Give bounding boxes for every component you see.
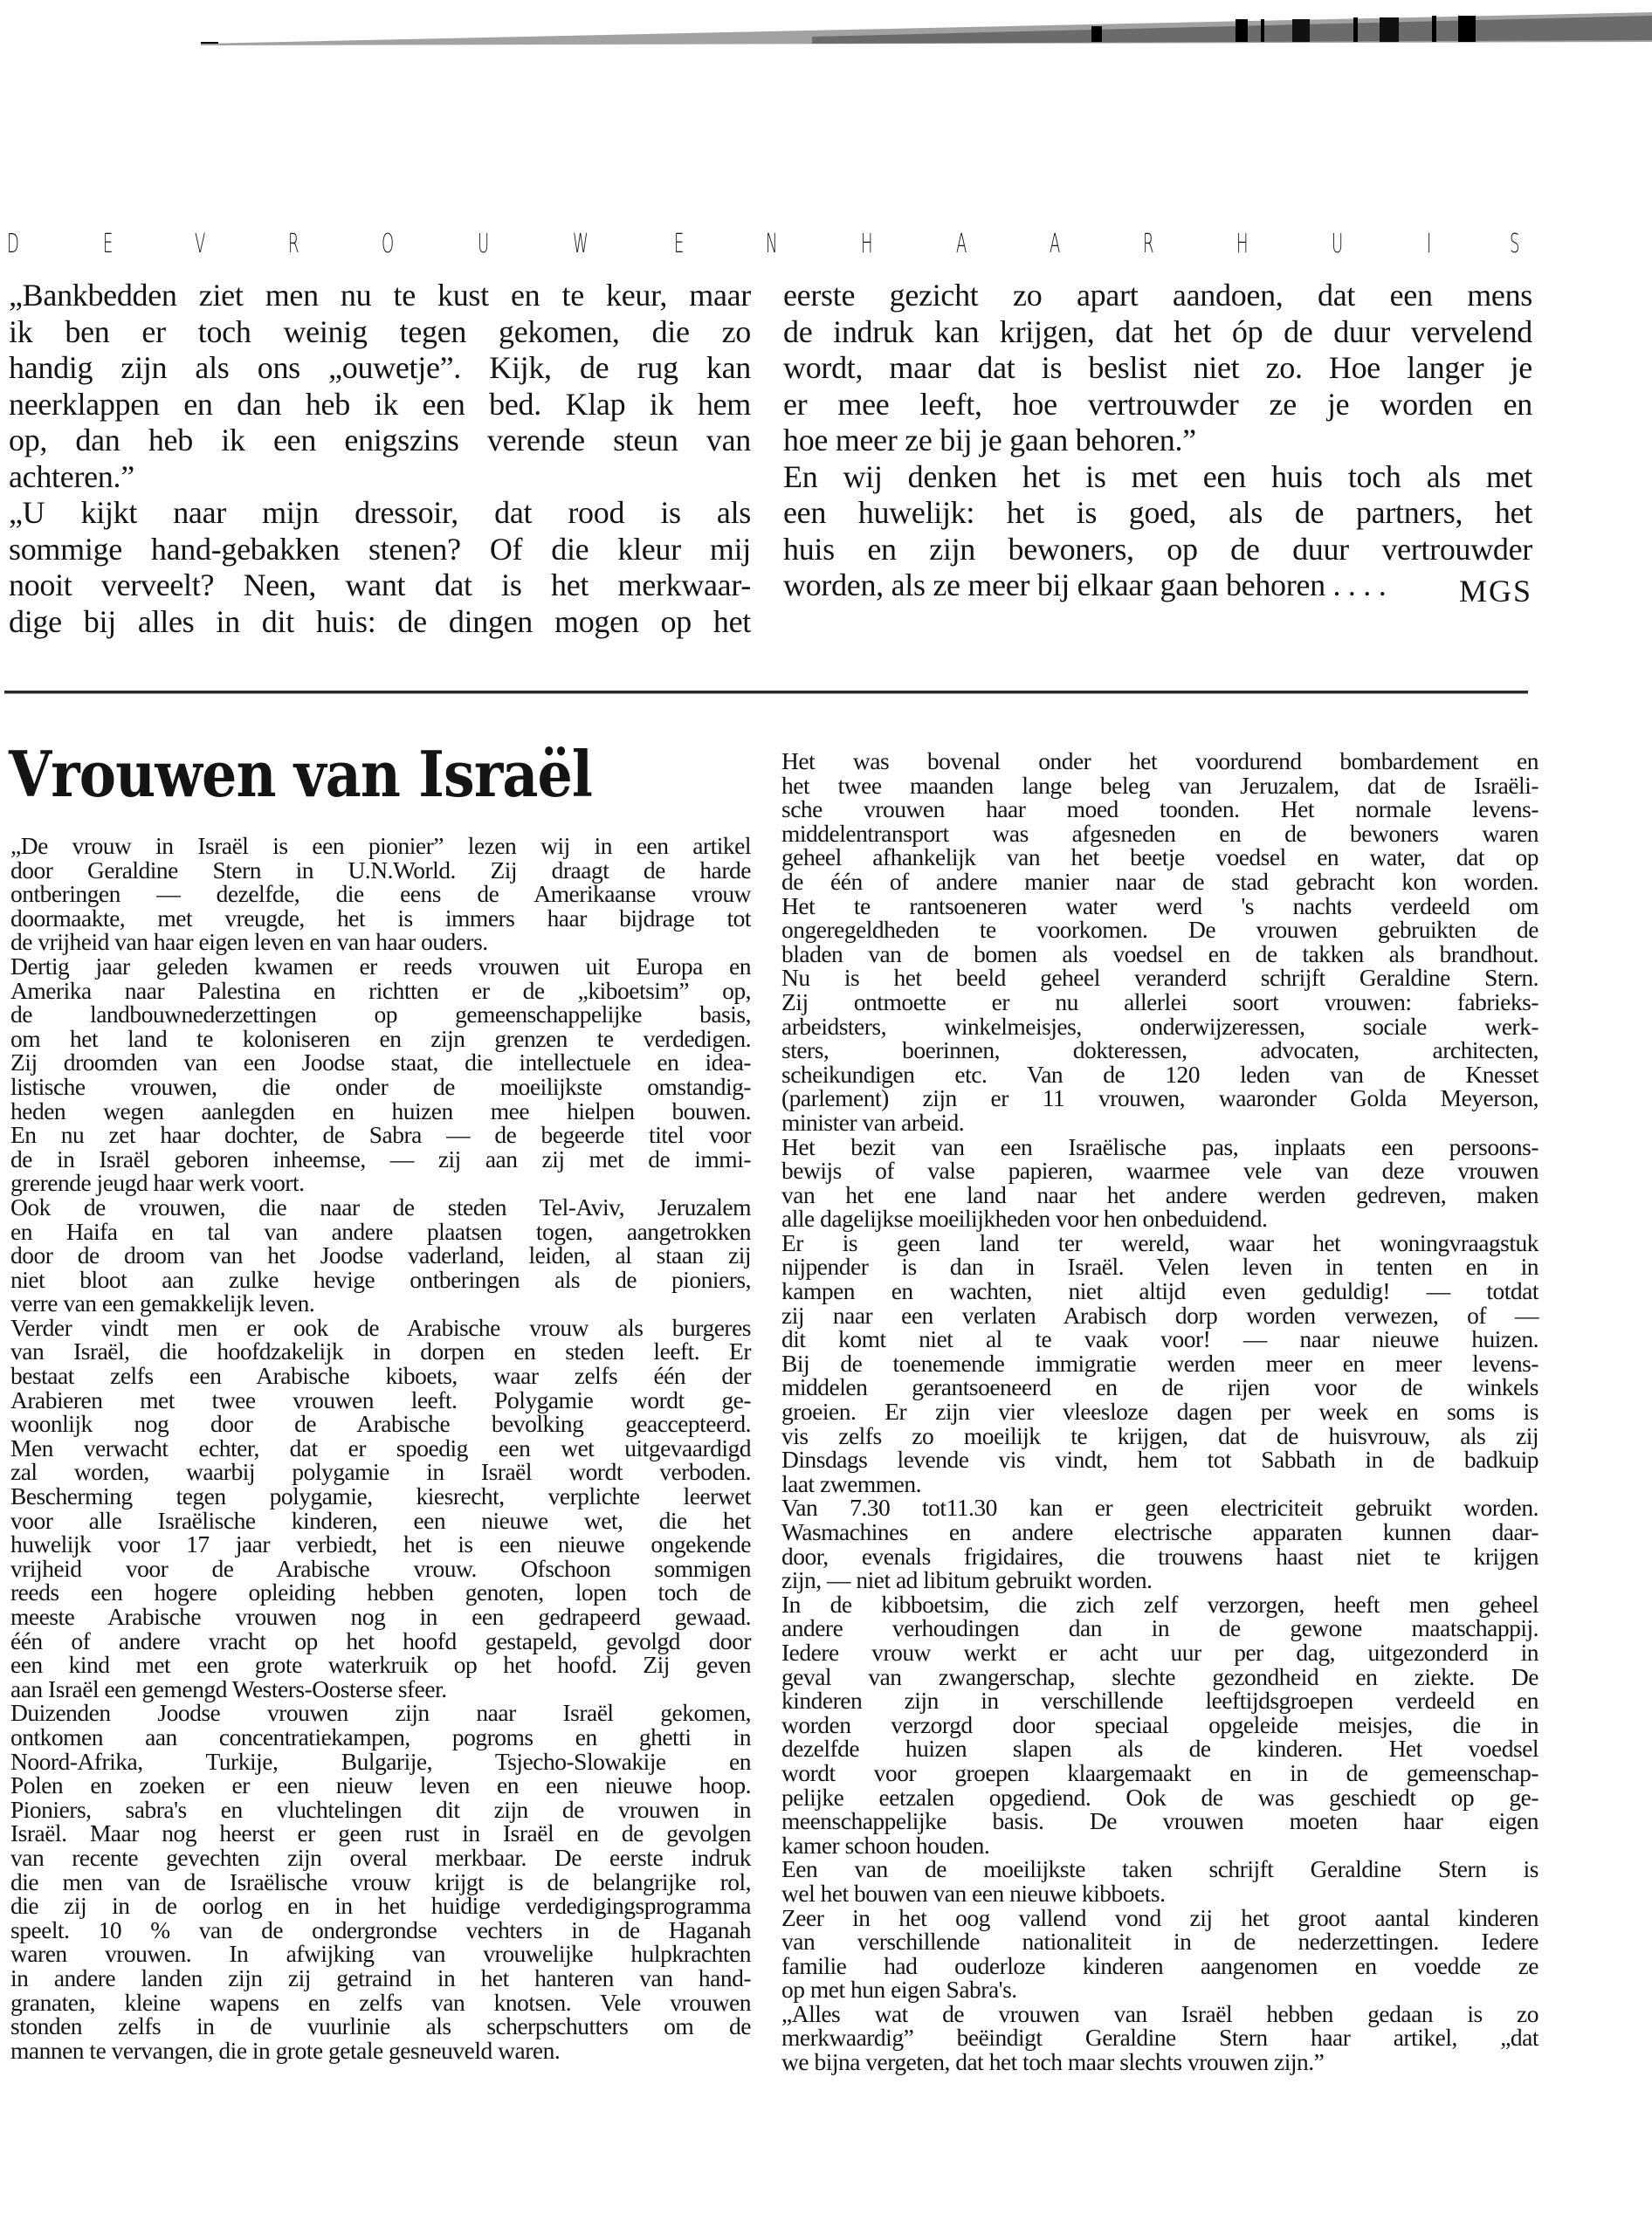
- article-title: Vrouwen van Israël: [9, 737, 593, 811]
- text-line: Amerika naar Palestina en richtten er de „kiboetsim” op,: [10, 976, 751, 1004]
- text-line: Zeer in het oog vallend vond zij het groot aantal kinderen: [781, 1903, 1538, 1931]
- text-line: middelentransport was afgesneden en de bewoners waren: [781, 819, 1538, 847]
- text-line: dezelfde huizen slapen als de kinderen. Het voedsel: [781, 1735, 1538, 1763]
- text-line: In de kibboetsim, die zich zelf verzorgen, heeft men geheel: [781, 1590, 1538, 1618]
- text-line: grerende jeugd haar werk voort.: [10, 1169, 305, 1197]
- text-line: een kind met een grote waterkruik op het hoofd. Zij geven: [10, 1651, 751, 1679]
- section-header-letter: E: [673, 229, 685, 259]
- text-line: Men verwacht echter, dat er spoedig een wet uitgevaardigd: [10, 1434, 751, 1461]
- text-line: En wij denken het is met een huis toch als met: [783, 458, 1532, 494]
- text-line: Pioniers, sabra's en vluchtelingen dit zijn de vrouwen in: [10, 1795, 751, 1823]
- text-line: de één of andere manier naar de stad gebracht kon worden.: [781, 867, 1538, 895]
- text-line: Verder vindt men er ook de Arabische vrouw als burgeres: [10, 1313, 751, 1341]
- text-line: alle dagelijkse moeilijkheden voor hen onbeduidend.: [781, 1205, 1268, 1233]
- text-line: wel het bouwen van een nieuwe kibboets.: [781, 1879, 1166, 1907]
- text-line: sche vrouwen haar moed toonden. Het normale levens-: [781, 795, 1538, 823]
- text-line: neerklappen en dan heb ik een bed. Klap ik hem: [9, 386, 751, 422]
- text-line: (parlement) zijn er 11 vrouwen, waaronder Golda Meyerson,: [781, 1084, 1538, 1112]
- text-line: laat zwemmen.: [781, 1469, 921, 1497]
- text-line: verre van een gemakkelijk leven.: [10, 1289, 315, 1317]
- text-line: zijn, — niet ad libitum gebruikt worden.: [781, 1566, 1153, 1594]
- text-line: speelt. 10 % van de ondergrondse vechters in de Haganah: [10, 1915, 751, 1943]
- text-line: Bescherming tegen polygamie, kiesrecht, verplichte leerwet: [10, 1482, 751, 1510]
- top-article-right-column: [783, 278, 1532, 604]
- text-line: van Israël, die hoofdzakelijk in dorpen en steden leeft. Er: [10, 1338, 751, 1365]
- section-header-letter: S: [1509, 229, 1520, 259]
- text-line: wordt, maar dat is beslist niet zo. Hoe langer je: [783, 350, 1532, 385]
- text-line: worden, als ze meer bij elkaar gaan behoren . . . .: [783, 567, 1387, 602]
- text-line: „Alles wat de vrouwen van Israël hebben gedaan is zo: [781, 1999, 1538, 2027]
- text-line: vrijheid voor de Arabische vrouw. Ofschoon sommigen: [10, 1554, 751, 1582]
- text-line: in andere landen zijn zij getraind in het hanteren van hand-: [10, 1963, 751, 1991]
- text-line: die men van de Israëlische vrouw krijgt is de belangrijke rol,: [10, 1867, 751, 1895]
- author-signature: MGS: [1458, 574, 1532, 609]
- text-line: van verschillende nationaliteit in de nederzettingen. Iedere: [781, 1928, 1538, 1956]
- text-line: worden verzorgd door speciaal opgeleide meisjes, die in: [781, 1710, 1538, 1738]
- text-line: voor alle Israëlische kinderen, een nieuwe wet, die het: [10, 1506, 751, 1534]
- text-line: handig zijn als ons „ouwetje”. Kijk, de rug kan: [9, 350, 751, 385]
- text-line: achteren.”: [9, 458, 134, 494]
- text-line: waren vrouwen. In afwijking van vrouwelijke hulpkrachten: [10, 1940, 751, 1968]
- text-line: Israël. Maar nog heerst er geen rust in Israël en de gevolgen: [10, 1819, 751, 1847]
- text-line: ontkomen aan concentratiekampen, pogroms en ghetti in: [10, 1723, 751, 1750]
- text-line: reeds een hogere opleiding hebben genoten, lopen toch de: [10, 1578, 751, 1606]
- section-header-letter: D: [7, 229, 19, 259]
- section-header-letter: H: [860, 229, 873, 259]
- text-line: Zij droomden van een Joodse staat, die intellectuele en idea-: [10, 1049, 751, 1076]
- text-line: Ook de vrouwen, die naar de steden Tel-Aviv, Jeruzalem: [10, 1193, 751, 1221]
- text-line: van het ene land naar het andere werden gedreven, maken: [781, 1180, 1538, 1208]
- section-header-letter: R: [287, 229, 299, 259]
- section-header-letter: N: [766, 229, 778, 259]
- section-header: [7, 229, 1526, 259]
- section-header-letter: U: [1332, 229, 1344, 259]
- section-header-letter: A: [955, 229, 967, 259]
- text-line: Het bezit van een Israëlische pas, inplaats een persoons-: [781, 1132, 1538, 1160]
- text-line: „Bankbedden ziet men nu te kust en te keur, maar: [9, 278, 751, 313]
- text-line: Polen en zoeken er een nieuw leven en een nieuwe hoop.: [10, 1771, 751, 1799]
- text-line: bewijs of valse papieren, waarmee vele van deze vrouwen: [781, 1157, 1538, 1185]
- text-line: dit komt niet al te vaak voor! — naar nieuwe huizen.: [781, 1325, 1538, 1353]
- article-right-column: [781, 749, 1538, 2074]
- text-line: middelen gerantsoeneerd en de rijen voor de winkels: [781, 1373, 1538, 1401]
- text-line: Arabieren met twee vrouwen leeft. Polygamie wordt ge-: [10, 1386, 751, 1413]
- section-header-letter: V: [194, 229, 206, 259]
- text-line: de vrijheid van haar eigen leven en van haar ouders.: [10, 928, 488, 956]
- text-line: een huwelijk: het is goed, als de partners, het: [783, 495, 1532, 530]
- text-line: Dinsdags levende vis vindt, hem tot Sabbath in de badkuip: [781, 1446, 1538, 1474]
- text-line: listische vrouwen, die onder de moeilijkste omstandig-: [10, 1072, 751, 1100]
- text-line: Er is geen land ter wereld, waar het woningvraagstuk: [781, 1228, 1538, 1256]
- text-line: vis zelfs zo moeilijk te krijgen, dat de huisvrouw, als zij: [781, 1421, 1538, 1449]
- text-line: bladen van de bomen als voedsel en de takken als brandhout.: [781, 939, 1538, 967]
- top-article-left-column: [9, 278, 751, 640]
- text-line: door Geraldine Stern in U.N.World. Zij draagt de harde: [10, 856, 751, 884]
- text-line: op met hun eigen Sabra's.: [781, 1976, 1017, 2004]
- text-line: hoe meer ze bij je gaan behoren.”: [783, 423, 1196, 457]
- text-line: huis en zijn bewoners, op de duur vertrouwder: [783, 531, 1532, 567]
- text-line: kampen en wachten, niet altijd even geduldig! — totdat: [781, 1277, 1538, 1305]
- text-line: die zij in de oorlog en in het huidige verdedigingsprogramma: [10, 1892, 751, 1920]
- section-header-letter: R: [1142, 229, 1154, 259]
- text-line: wordt voor groepen klaargemaakt en in de gemeenschap-: [781, 1758, 1538, 1786]
- text-line: familie had ouderloze kinderen aangenomen en voedde ze: [781, 1951, 1538, 1979]
- text-line: van recente gevechten zijn overal merkbaar. De eerste indruk: [10, 1843, 751, 1871]
- text-line: doormaakte, met vreugde, het is immers haar bijdrage tot: [10, 904, 751, 932]
- text-line: stonden zelfs in de vuurlinie als scherpschutters om de: [10, 2012, 751, 2040]
- text-line: kinderen zijn in verschillende leeftijdsgroepen verdeeld en: [781, 1687, 1538, 1715]
- section-divider: [4, 691, 1528, 693]
- text-line: merkwaardig” beëindigt Geraldine Stern haar artikel, „dat: [781, 2024, 1538, 2052]
- text-line: aan Israël een gemengd Westers-Oosterse sfeer.: [10, 1675, 447, 1702]
- text-line: zal worden, waarbij polygamie in Israël wordt verboden.: [10, 1458, 751, 1486]
- text-line: Het te rantsoeneren water werd 's nachts verdeeld om: [781, 891, 1538, 919]
- scan-artifact-bar: [201, 10, 1652, 45]
- section-header-letter: A: [1049, 229, 1061, 259]
- text-line: Zij ontmoette er nu allerlei soort vrouwen: fabrieks-: [781, 987, 1538, 1015]
- section-header-letter: O: [382, 229, 395, 259]
- text-line: meenschappelijke basis. De vrouwen moeten haar eigen: [781, 1807, 1538, 1835]
- text-line: Een van de moeilijkste taken schrijft Geraldine Stern is: [781, 1855, 1538, 1883]
- text-line: pelijke eetzalen opgediend. Ook de was geschiedt op ge-: [781, 1783, 1538, 1811]
- text-line: ik ben er toch weinig tegen gekomen, die zo: [9, 313, 751, 349]
- text-line: ontberingen — dezelfde, die eens de Amerikaanse vrouw: [10, 880, 751, 908]
- text-line: Wasmachines en andere electrische apparaten kunnen daar-: [781, 1518, 1538, 1545]
- section-header-letter: H: [1236, 229, 1249, 259]
- text-line: door de droom van het Joodse vaderland, leiden, al staan zij: [10, 1241, 751, 1269]
- text-line: de indruk kan krijgen, dat het óp de duur vervelend: [783, 313, 1532, 349]
- text-line: woonlijk nog door de Arabische bevolking geaccepteerd.: [10, 1410, 751, 1438]
- text-line: minister van arbeid.: [781, 1108, 965, 1136]
- text-line: nooit verveelt? Neen, want dat is het merkwaar-: [9, 567, 751, 602]
- text-line: sommige hand-gebakken stenen? Of die kleur mij: [9, 531, 751, 567]
- text-line: Noord-Afrika, Turkije, Bulgarije, Tsjecho-Slowakije en: [10, 1747, 751, 1775]
- text-line: En nu zet haar dochter, de Sabra — de begeerde titel voor: [10, 1121, 751, 1149]
- text-line: geval van zwangerschap, slechte gezondheid en ziekte. De: [781, 1662, 1538, 1690]
- text-line: geheel afhankelijk van het beetje voedsel en water, dat op: [781, 843, 1538, 871]
- text-line: nijpender is dan in Israël. Velen leven in tenten en in: [781, 1253, 1538, 1281]
- text-line: zij naar een verlaten Arabisch dorp worden verwezen, of —: [781, 1301, 1538, 1329]
- text-line: Iedere vrouw werkt er acht uur per dag, uitgezonderd in: [781, 1638, 1538, 1666]
- section-header-letter: I: [1426, 229, 1431, 259]
- section-header-letter: W: [572, 229, 589, 259]
- text-line: de landbouwnederzettingen op gemeenschappelijke basis,: [10, 1001, 751, 1028]
- text-line: groeien. Er zijn vier vleesloze dagen per week en soms is: [781, 1398, 1538, 1426]
- text-line: „U kijkt naar mijn dressoir, dat rood is als: [9, 495, 751, 530]
- text-line: er mee leeft, hoe vertrouwder ze je worden en: [783, 386, 1532, 422]
- text-line: Dertig jaar geleden kwamen er reeds vrouwen uit Europa en: [10, 952, 751, 980]
- section-header-letter: E: [102, 229, 113, 259]
- text-line: dige bij alles in dit huis: de dingen mogen op het: [9, 603, 751, 639]
- text-line: arbeidsters, winkelmeisjes, onderwijzeressen, sociale werk-: [781, 1012, 1538, 1040]
- text-line: heden wegen aanlegden en huizen mee hielpen bouwen.: [10, 1097, 751, 1124]
- text-line: om het land te koloniseren en zijn grenzen te verdedigen.: [10, 1024, 751, 1052]
- text-line: op, dan heb ik een enigszins verende steun van: [9, 423, 751, 457]
- text-line: niet bloot aan zulke hevige ontberingen als de pioniers,: [10, 1265, 751, 1293]
- text-line: sters, boerinnen, dokteressen, advocaten, architecten,: [781, 1036, 1538, 1064]
- text-line: en Haifa en tal van andere plaatsen togen, aangetrokken: [10, 1217, 751, 1245]
- text-line: Het was bovenal onder het voordurend bombardement en: [781, 747, 1538, 774]
- text-line: bestaat zelfs een Arabische kiboets, waar zelfs één der: [10, 1362, 751, 1390]
- text-line: we bijna vergeten, dat het toch maar slechts vrouwen zijn.”: [781, 2048, 1325, 2076]
- text-line: „De vrouw in Israël is een pionier” lezen wij in een artikel: [10, 832, 751, 859]
- text-line: Nu is het beeld geheel veranderd schrijft Geraldine Stern.: [781, 964, 1538, 992]
- text-line: het twee maanden lange beleg van Jeruzalem, dat de Israëli-: [781, 771, 1538, 799]
- text-line: mannen te vervangen, die in grote getale gesneuveld waren.: [10, 2036, 561, 2064]
- text-line: kamer schoon houden.: [781, 1831, 990, 1859]
- text-line: Duizenden Joodse vrouwen zijn naar Israël gekomen,: [10, 1699, 751, 1727]
- text-line: één of andere vracht op het hoofd gestapeld, gevolgd door: [10, 1626, 751, 1654]
- text-line: Van 7.30 tot11.30 kan er geen electriciteit gebruikt worden.: [781, 1494, 1538, 1522]
- text-line: ongeregeldheden te voorkomen. De vrouwen gebruikten de: [781, 916, 1538, 944]
- text-line: scheikundigen etc. Van de 120 leden van de Knesset: [781, 1060, 1538, 1088]
- section-header-letter: U: [478, 229, 490, 259]
- text-line: Bij de toenemende immigratie werden meer en meer levens-: [781, 1349, 1538, 1377]
- text-line: meeste Arabische vrouwen nog in een gedrapeerd gewaad.: [10, 1603, 751, 1630]
- text-line: eerste gezicht zo apart aandoen, dat een mens: [783, 278, 1532, 313]
- text-line: andere verhoudingen dan in de gewone maatschappij.: [781, 1614, 1538, 1642]
- article-left-column: [10, 834, 751, 2062]
- text-line: granaten, kleine wapens en zelfs van knotsen. Vele vrouwen: [10, 1988, 751, 2016]
- text-line: de in Israël geboren inheemse, — zij aan zij met de immi-: [10, 1145, 751, 1173]
- text-line: huwelijk voor 17 jaar verbiedt, het is een nieuwe ongekende: [10, 1530, 751, 1558]
- text-line: door, evenals frigidaires, die trouwens haast niet te krijgen: [781, 1542, 1538, 1570]
